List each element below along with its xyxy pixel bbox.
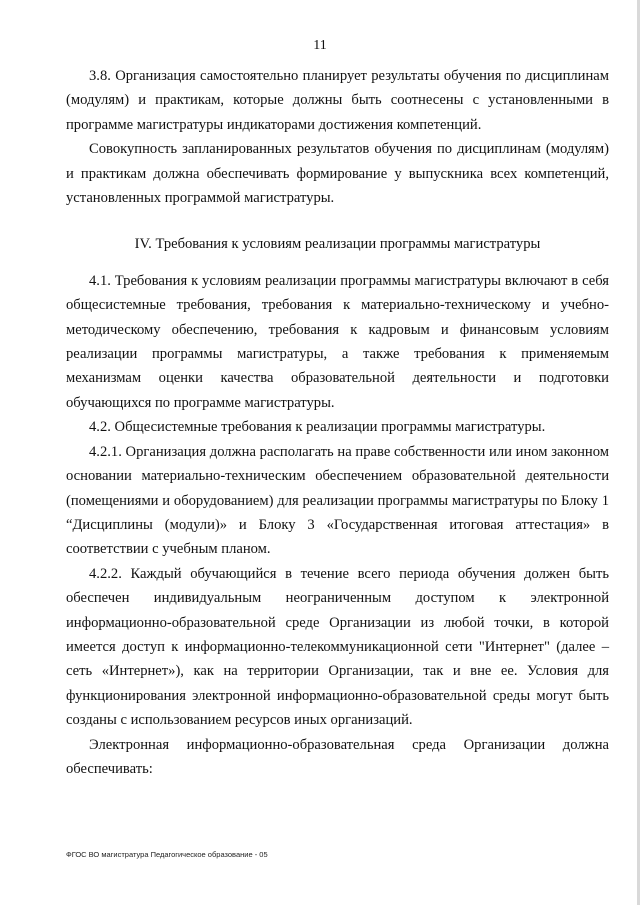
document-body [66,64,609,781]
paragraph-4-2-2: 4.2.2. Каждый обучающийся в течение всего периода обучения должен быть обеспечен индивидуальным неограниченным доступом к электронной информационно-образовательной среде Организации из любой точки, в которой имеется доступ к информационно-телекоммуникационной сети "Интернет" (далее – сеть «Интернет»), как на территории Организации, так и вне ее. Условия для функционирования электронной информационно-образовательной среды могут быть созданы с использованием ресурсов иных организаций. [66,565,609,729]
paragraph-4-2-1: 4.2.1. Организация должна располагать на праве собственности или ином законном основании материально-техническим обеспечением образовательной деятельности (помещениями и оборудованием) для реализации программы магистратуры по Блоку 1 “Дисциплины (модули)» и Блоку 3 «Государственная итоговая аттестация» в соответствии с учебным планом. [66,443,609,558]
paragraph-4-2: 4.2. Общесистемные требования к реализации программы магистратуры. [89,419,546,436]
paragraph-3-8: 3.8. Организация самостоятельно планирует результаты обучения по дисциплинам (модулям) и практикам, которые должны быть соотнесены с установленными в программе магистратуры индикаторами достижения компетенций. [66,68,609,133]
document-footer-code: ФГОС ВО магистратура Педагогическое образование - 05 [66,850,268,859]
paragraph-electronic-environment: Электронная информационно-образовательная среда Организации должна обеспечивать: [66,736,609,777]
paragraph-4-1: 4.1. Требования к условиям реализации программы магистратуры включают в себя общесистемные требования, требования к материально-техническому и учебно-методическому обеспечению, требования к кадровым и финансовым условиям реализации программы магистратуры, а также требования к применяемым механизмам оценки качества образовательной деятельности и подготовки обучающихся по программе магистратуры. [66,272,609,411]
section-heading-iv: IV. Требования к условиям реализации программы магистратуры [134,236,541,253]
paragraph-results-totality: Совокупность запланированных результатов обучения по дисциплинам (модулям) и практикам должна обеспечивать формирование у выпускника всех компетенций, установленных программой магистратуры. [66,141,609,207]
page-number: 11 [313,38,327,53]
